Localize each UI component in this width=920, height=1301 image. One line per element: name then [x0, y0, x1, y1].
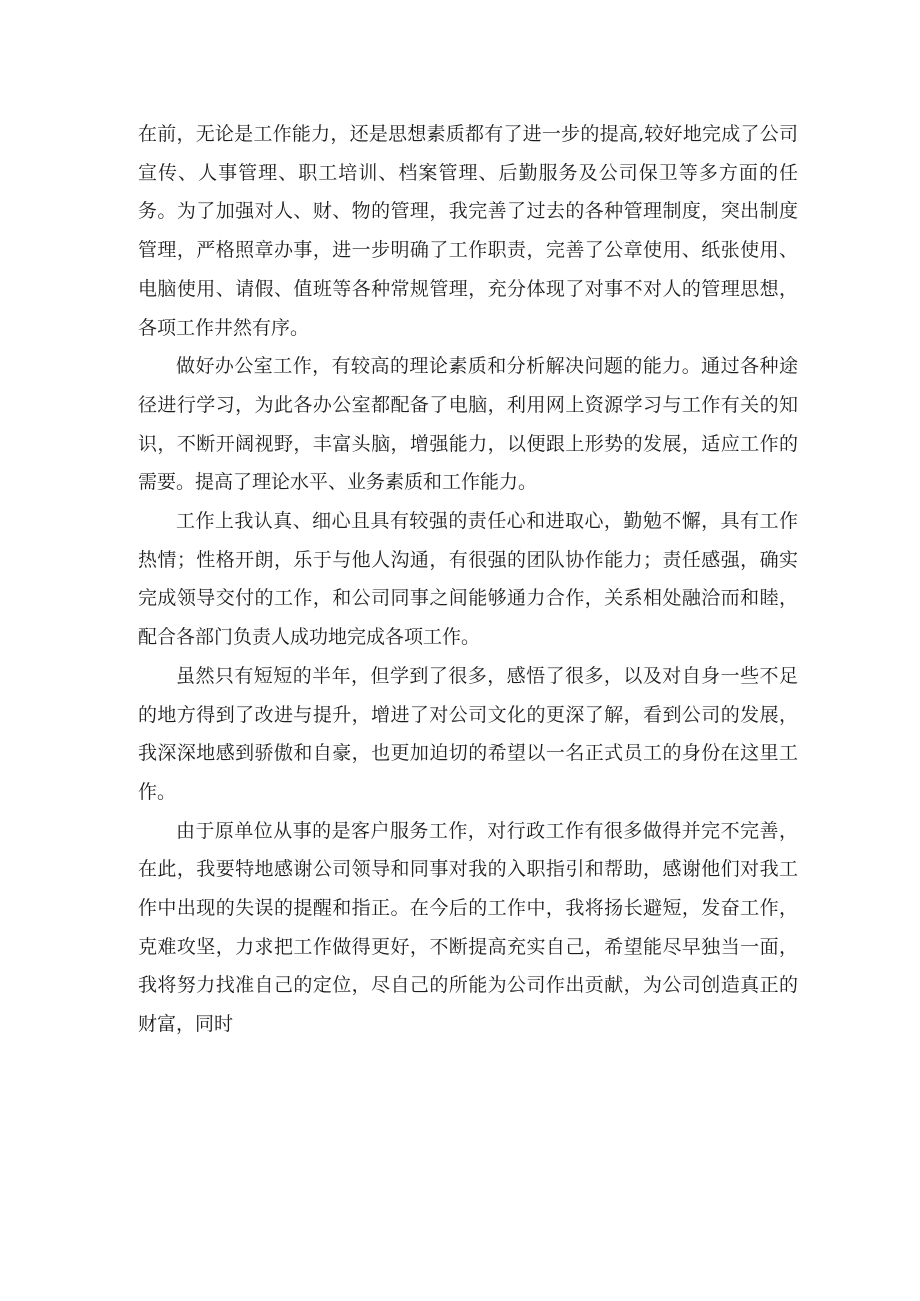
paragraph-1: 在前，无论是工作能力，还是思想素质都有了进一步的提高,较好地完成了公司宣传、人事管理、职工培训、档案管理、后勤服务及公司保卫等多方面的任务。为了加强对人、财、物的管理，我完善了过去的各种管理制度，突出制度管理，严格照章办事，进一步明确了工作职责，完善了公章使用、纸张使用、电脑使用、请假、值班等各种常规管理，充分体现了对事不对人的管理思想，各项工作井然有序。	[138, 123, 798, 339]
document-page	[138, 115, 798, 1044]
paragraph-3: 工作上我认真、细心且具有较强的责任心和进取心，勤勉不懈，具有工作热情；性格开朗，乐于与他人沟通，有很强的团队协作能力；责任感强，确实完成领导交付的工作，和公司同事之间能够通力合作，关系相处融洽而和睦，配合各部门负责人成功地完成各项工作。	[138, 510, 798, 649]
paragraph-4: 虽然只有短短的半年，但学到了很多，感悟了很多，以及对自身一些不足的地方得到了改进与提升，增进了对公司文化的更深了解，看到公司的发展，我深深地感到骄傲和自豪，也更加迫切的希望以一名正式员工的身份在这里工作。	[138, 664, 798, 803]
paragraph-2: 做好办公室工作，有较高的理论素质和分析解决问题的能力。通过各种途径进行学习，为此各办公室都配备了电脑，利用网上资源学习与工作有关的知识，不断开阔视野，丰富头脑，增强能力，以便跟上形势的发展，适应工作的需要。提高了理论水平、业务素质和工作能力。	[138, 355, 798, 494]
paragraph-5: 由于原单位从事的是客户服务工作，对行政工作有很多做得并完不完善，在此，我要特地感谢公司领导和同事对我的入职指引和帮助，感谢他们对我工作中出现的失误的提醒和指正。在今后的工作中，我将扬长避短，发奋工作，克难攻坚，力求把工作做得更好，不断提高充实自己，希望能尽早独当一面，我将努力找准自己的定位，尽自己的所能为公司作出贡献，为公司创造真正的财富，同时	[138, 819, 798, 1036]
